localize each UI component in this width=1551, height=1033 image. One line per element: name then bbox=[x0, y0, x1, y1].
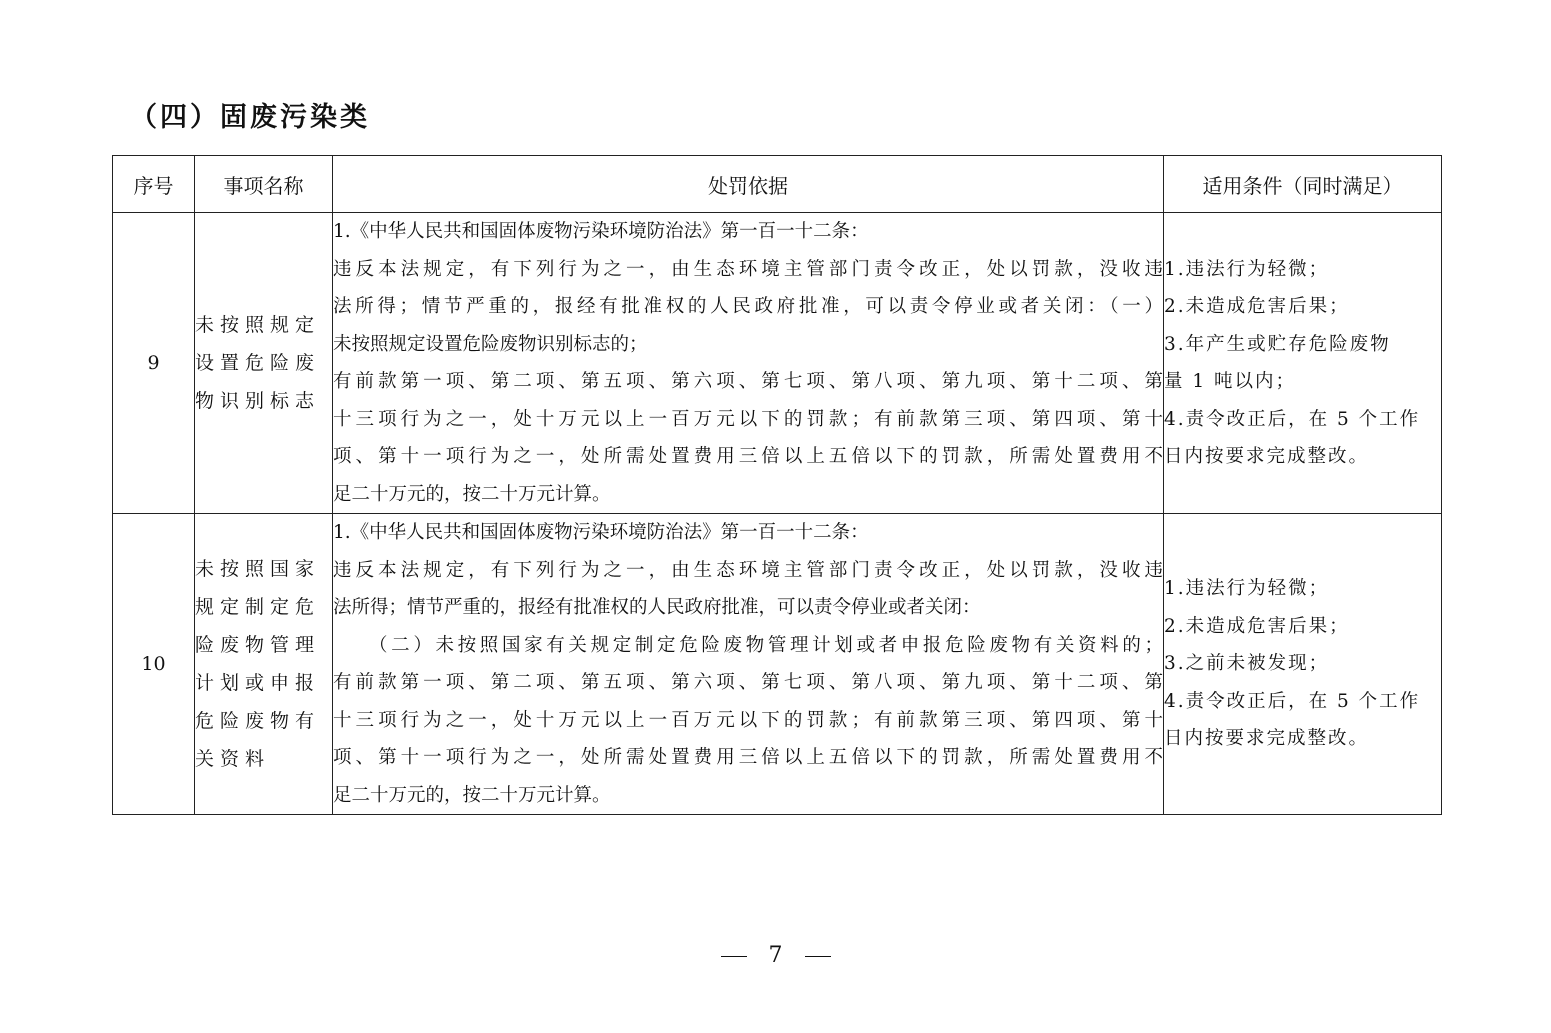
item-name bbox=[195, 514, 333, 815]
basis-line: 1.《中华人民共和国固体废物污染环境防治法》第一百一十二条： bbox=[333, 522, 869, 543]
conditions bbox=[1164, 213, 1442, 514]
item-name-line: 设置危险废 bbox=[195, 352, 321, 374]
item-name-line: 计划或申报 bbox=[195, 672, 321, 694]
table-row bbox=[113, 213, 1442, 514]
basis-line: 十三项行为之一，处十万元以上一百万元以下的罚款；有前款第三项、第四项、第十 bbox=[333, 709, 1163, 731]
section-title: （四）固废污染类 bbox=[130, 102, 370, 133]
basis-line: 有前款第一项、第二项、第五项、第六项、第七项、第八项、第九项、第十二项、第 bbox=[333, 672, 1163, 693]
page-dash-left bbox=[721, 956, 747, 957]
conditions bbox=[1164, 514, 1442, 815]
penalty-table bbox=[112, 155, 1442, 815]
condition-line: 1.违法行为轻微； bbox=[1164, 578, 1330, 600]
condition-line: 3.年产生或贮存危险废物 bbox=[1164, 333, 1391, 355]
condition-line: 4.责令改正后，在 5 个工作 bbox=[1164, 690, 1421, 712]
condition-line: 3.之前未被发现； bbox=[1164, 653, 1330, 675]
basis-line: （二）未按照国家有关规定制定危险废物管理计划或者申报危险废物有关资料的； bbox=[369, 634, 1163, 656]
row-number: 9 bbox=[113, 213, 195, 514]
item-name-line: 险废物管理 bbox=[195, 634, 321, 656]
item-name-line: 关资料 bbox=[195, 748, 271, 770]
item-name-line: 规定制定危 bbox=[195, 596, 321, 618]
item-name-line: 危险废物有 bbox=[195, 710, 321, 732]
basis-line: 项、第十一项行为之一，处所需处置费用三倍以上五倍以下的罚款，所需处置费用不 bbox=[333, 446, 1163, 467]
basis-line: 足二十万元的，按二十万元计算。 bbox=[333, 784, 611, 806]
item-name-line: 未按照国家 bbox=[195, 558, 321, 580]
basis-line: 违反本法规定，有下列行为之一，由生态环境主管部门责令改正，处以罚款，没收违 bbox=[333, 559, 1163, 581]
penalty-basis bbox=[333, 213, 1164, 514]
header-num: 序号 bbox=[113, 156, 195, 213]
condition-line: 量 1 吨以内； bbox=[1164, 371, 1297, 392]
basis-line: 足二十万元的，按二十万元计算。 bbox=[333, 483, 611, 505]
condition-line: 日内按要求完成整改。 bbox=[1164, 728, 1370, 750]
condition-line: 4.责令改正后，在 5 个工作 bbox=[1164, 408, 1421, 430]
basis-line: 1.《中华人民共和国固体废物污染环境防治法》第一百一十二条： bbox=[333, 221, 869, 242]
basis-line: 有前款第一项、第二项、第五项、第六项、第七项、第八项、第九项、第十二项、第 bbox=[333, 371, 1163, 392]
penalty-basis bbox=[333, 514, 1164, 815]
item-name-line: 未按照规定 bbox=[195, 314, 321, 336]
basis-line: 未按照规定设置危险废物识别标志的； bbox=[333, 333, 648, 355]
page-number bbox=[0, 940, 1551, 972]
header-conditions: 适用条件（同时满足） bbox=[1164, 156, 1442, 213]
item-name-line: 物识别标志 bbox=[195, 390, 321, 412]
condition-line: 2.未造成危害后果； bbox=[1164, 296, 1350, 317]
condition-line: 2.未造成危害后果； bbox=[1164, 615, 1350, 637]
basis-line: 项、第十一项行为之一，处所需处置费用三倍以上五倍以下的罚款，所需处置费用不 bbox=[333, 747, 1163, 768]
item-name bbox=[195, 213, 333, 514]
row-number: 10 bbox=[113, 514, 195, 815]
basis-line: 十三项行为之一，处十万元以上一百万元以下的罚款；有前款第三项、第四项、第十 bbox=[333, 408, 1163, 430]
condition-line: 日内按要求完成整改。 bbox=[1164, 446, 1370, 467]
table-row bbox=[113, 514, 1442, 815]
basis-line: 违反本法规定，有下列行为之一，由生态环境主管部门责令改正，处以罚款，没收违 bbox=[333, 258, 1163, 280]
header-name: 事项名称 bbox=[195, 156, 333, 213]
table-header-row bbox=[113, 156, 1442, 213]
header-basis: 处罚依据 bbox=[333, 156, 1164, 213]
page-dash-right bbox=[805, 956, 831, 957]
basis-line: 法所得；情节严重的，报经有批准权的人民政府批准，可以责令停业或者关闭： bbox=[333, 597, 981, 618]
page-number-value: 7 bbox=[768, 943, 783, 968]
condition-line: 1.违法行为轻微； bbox=[1164, 258, 1330, 280]
basis-line: 法所得；情节严重的，报经有批准权的人民政府批准，可以责令停业或者关闭：（一） bbox=[333, 296, 1163, 317]
